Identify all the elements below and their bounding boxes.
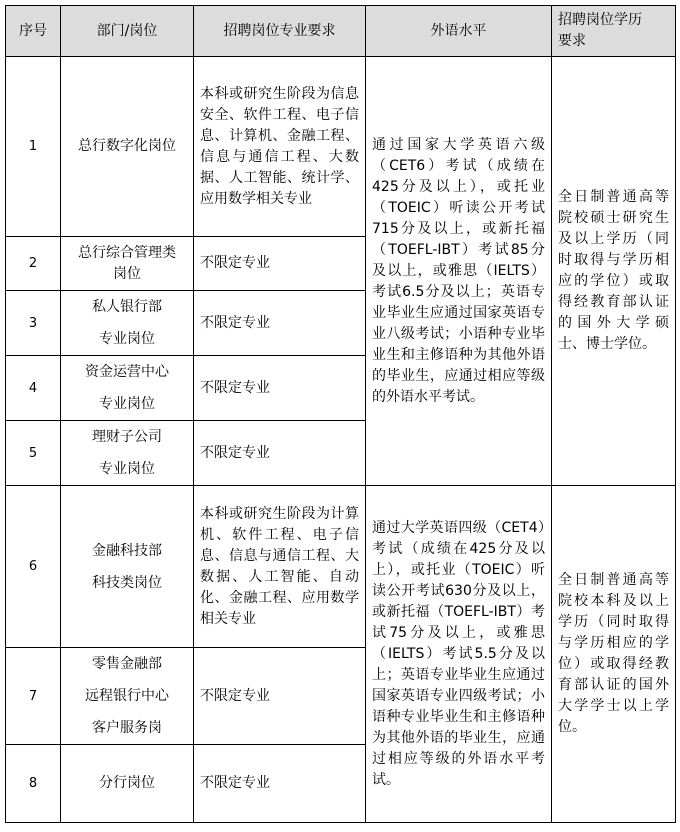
row-seq: 4	[6, 356, 61, 421]
table-row	[6, 57, 676, 237]
header-education	[552, 6, 676, 57]
row-dept	[61, 648, 194, 745]
row-dept-line2: 专业岗位	[99, 396, 155, 412]
row-dept	[61, 356, 194, 421]
row-dept-line1: 总行综合管理类	[78, 244, 176, 261]
row-major: 不限定专业	[194, 291, 366, 356]
header-education-line2: 要求	[558, 33, 586, 49]
education-requirement-group-1: 全日制普通高等院校硕士研究生及以上学历（同时取得与学历相应的学位）或取得经教育部认证的国外大学硕士、博士学位。	[552, 57, 676, 486]
row-seq: 7	[6, 648, 61, 745]
header-education-line1: 招聘岗位学历	[558, 12, 642, 28]
row-major: 不限定专业	[194, 356, 366, 421]
recruitment-table	[5, 5, 676, 823]
row-dept	[61, 486, 194, 648]
header-dept: 部门/岗位	[61, 6, 194, 57]
row-dept-line2: 专业岗位	[99, 331, 155, 347]
row-major: 不限定专业	[194, 237, 366, 291]
row-seq: 5	[6, 421, 61, 486]
language-requirement-group-2: 通过大学英语四级（CET4）考试（成绩在425分及以上），或托业（TOEIC）听读公开考试630分及以上，或新托福（TOEFL-IBT）考试75分及以上，或雅思（IELTS）考试5.5分及以上；英语专业毕业生应通过国家英语专业四级考试；小语种专业毕业生和主修语种为其他外语的毕业生，应通过相应等级的外语水平考试。	[366, 486, 552, 823]
row-dept-line2: 远程银行中心	[85, 688, 169, 704]
row-dept-line1: 金融科技部	[92, 542, 162, 559]
language-requirement-group-1: 通过国家大学英语六级（CET6）考试（成绩在425分及以上），或托业（TOEIC）听读公开考试715分及以上，或新托福（TOEFL-IBT）考试85分及以上，或雅思（IELTS）考试6.5分及以上；英语专业毕业生应通过国家英语专业八级考试；小语种专业毕业生和主修语种为其他外语的毕业生，应通过相应等级的外语水平考试。	[366, 57, 552, 486]
table-row	[6, 486, 676, 648]
row-major: 不限定专业	[194, 745, 366, 823]
row-dept: 总行数字化岗位	[61, 57, 194, 237]
row-major: 本科或研究生阶段为信息安全、软件工程、电子信息、计算机、金融工程、信息与通信工程、大数据、人工智能、统计学、应用数学相关专业	[194, 57, 366, 237]
row-dept-line1: 零售金融部	[92, 656, 162, 672]
row-dept-line2: 专业岗位	[99, 461, 155, 477]
row-dept: 分行岗位	[61, 745, 194, 823]
row-seq: 8	[6, 745, 61, 823]
row-dept	[61, 291, 194, 356]
row-major: 不限定专业	[194, 421, 366, 486]
row-dept	[61, 421, 194, 486]
row-dept-line1: 资金运营中心	[85, 364, 169, 380]
row-dept-line2: 科技类岗位	[92, 574, 162, 591]
header-language: 外语水平	[366, 6, 552, 57]
row-dept-line2: 岗位	[113, 265, 141, 282]
row-seq: 6	[6, 486, 61, 648]
row-major: 本科或研究生阶段为计算机、软件工程、电子信息、信息与通信工程、大数据、人工智能、自动化、金融工程、应用数学相关专业	[194, 486, 366, 648]
row-dept-line1: 私人银行部	[92, 299, 162, 315]
row-dept-line3: 客户服务岗	[92, 720, 162, 736]
row-major: 不限定专业	[194, 648, 366, 745]
education-requirement-group-2: 全日制普通高等院校本科及以上学历（同时取得与学历相应的学位）或取得经教育部认证的国外大学学士以上学位。	[552, 486, 676, 823]
header-seq: 序号	[6, 6, 61, 57]
row-dept	[61, 237, 194, 291]
header-row	[6, 6, 676, 57]
row-seq: 1	[6, 57, 61, 237]
row-seq: 3	[6, 291, 61, 356]
row-seq: 2	[6, 237, 61, 291]
header-major: 招聘岗位专业要求	[194, 6, 366, 57]
row-dept-line1: 理财子公司	[92, 429, 162, 445]
